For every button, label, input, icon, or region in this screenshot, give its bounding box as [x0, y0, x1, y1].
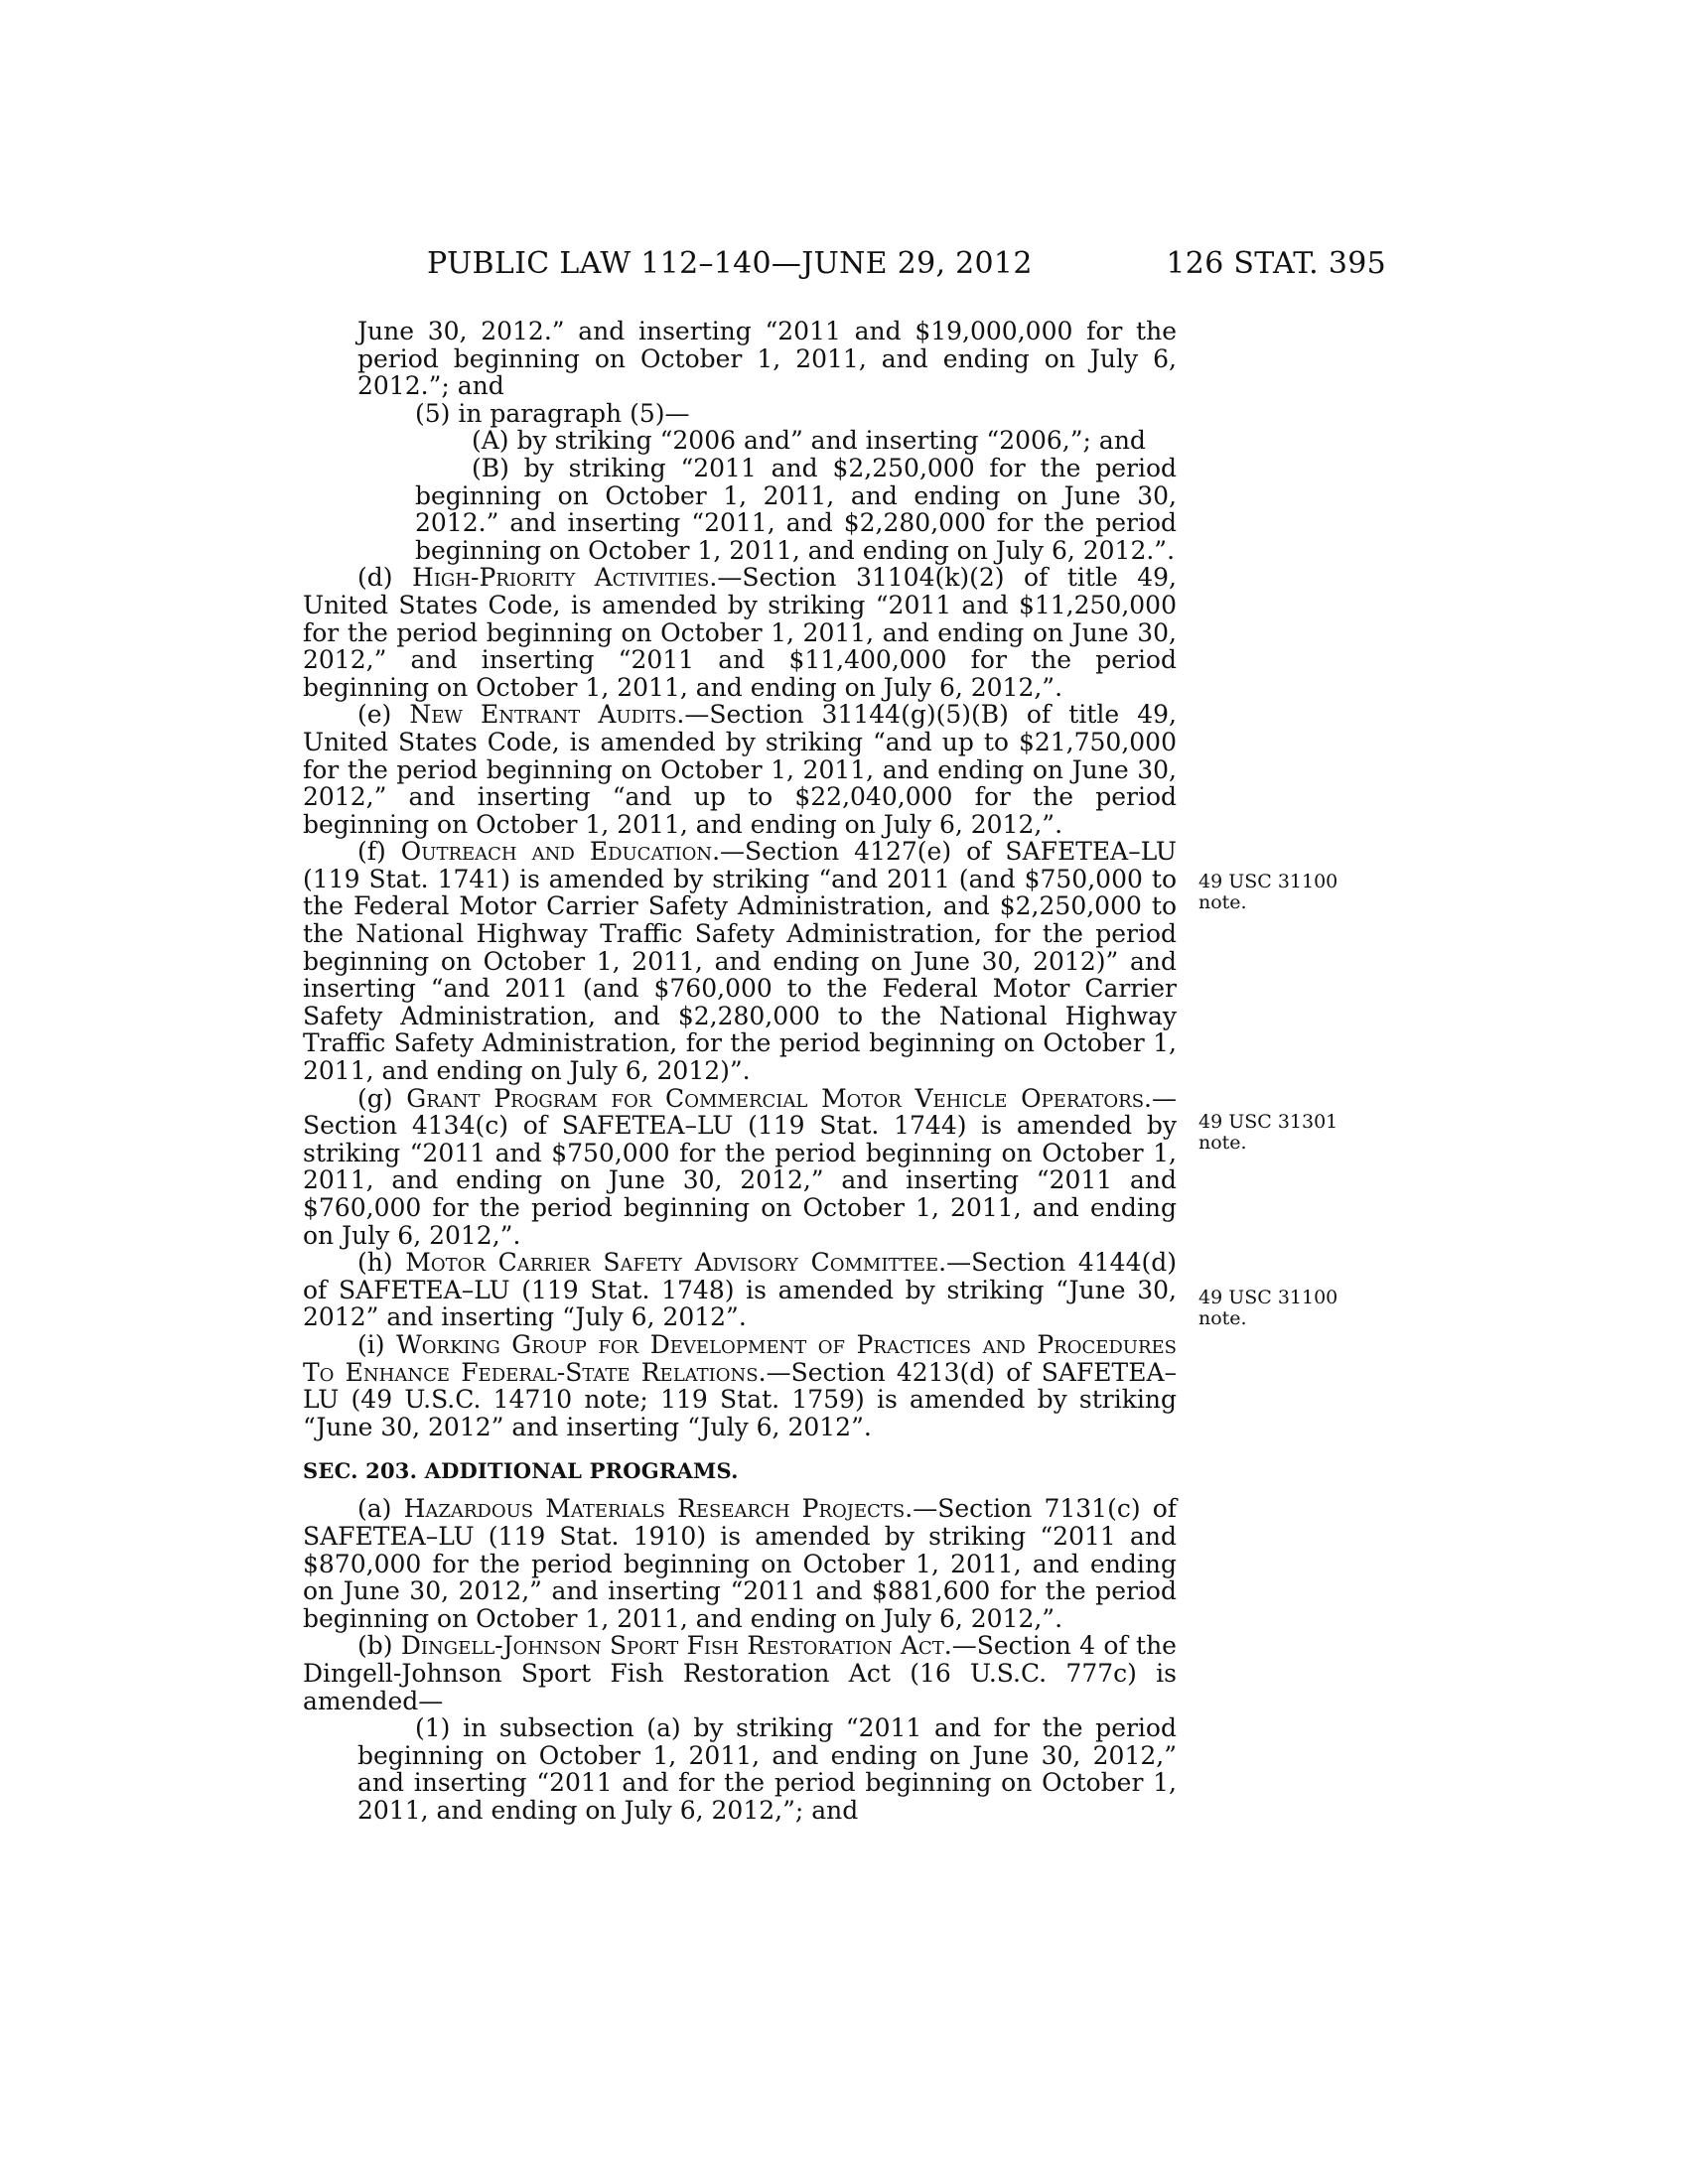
section-heading: SEC. 203. ADDITIONAL PROGRAMS.	[303, 1458, 739, 1484]
paragraph-1: (1) in subsection (a) by striking “2011 and for the period beginning on October 1, 2011, and ending on June 30, 2012,” and inserting “2011 and for the period beginning on October 1, 2011, and ending on July 6, 2012,”; and	[357, 1713, 1177, 1825]
paragraph-5: (5) in paragraph (5)—	[415, 398, 690, 428]
subsection-d-heading: High-Priority Activities.	[412, 563, 718, 593]
subsection-g-heading: Grant Program for Commercial Motor Vehicle Operators.	[406, 1083, 1153, 1113]
subsection-e-text: —Section 31144(g)(5)(B) of title 49, United States Code, is amended by striking “and up to $21,750,000 for the period beginning on October 1, 2011, and ending on June 30, 2012,” and inserting “and up to $22,040,000 for the period beginning on October 1, 2011, and ending on July 6, 2012,”.	[303, 700, 1177, 839]
subparagraph-b: (B) by striking “2011 and $2,250,000 for the period beginning on October 1, 2011, and ending on June 30, 2012.” and inserting “2011, and $2,280,000 for the period beginning on October 1, 2011, and ending on July 6, 2012.”.	[415, 453, 1177, 565]
subsection-e-label: (e)	[357, 700, 392, 730]
statute-page-number: 126 STAT. 395	[1166, 246, 1386, 281]
document-body	[303, 318, 1177, 1824]
margin-note-1	[1198, 872, 1337, 913]
margin-note-3	[1198, 1288, 1337, 1329]
running-title: PUBLIC LAW 112–140—JUNE 29, 2012	[427, 246, 1033, 281]
subsection-h	[303, 1249, 1177, 1331]
subsection-h-text: —Section 4144(d) of SAFETEA–LU (119 Stat. 1748) is amended by striking “June 30, 2012” and inserting “July 6, 2012”.	[303, 1248, 1177, 1332]
subsection-b-label: (b)	[357, 1631, 393, 1661]
subsection-g	[303, 1085, 1177, 1250]
margin-note-1-suffix: note.	[1198, 891, 1247, 913]
subsection-f	[303, 838, 1177, 1084]
margin-note-2-suffix: note.	[1198, 1132, 1247, 1154]
subsection-i-label: (i)	[357, 1329, 385, 1359]
subsection-d-label: (d)	[357, 563, 393, 593]
subsection-g-label: (g)	[357, 1083, 393, 1113]
subsection-b-heading: Dingell-Johnson Sport Fish Restoration Act.	[400, 1631, 952, 1661]
subsection-i-text: —Section 4213(d) of SAFETEA–LU (49 U.S.C. 14710 note; 119 Stat. 1759) is amended by striking “June 30, 2012” and inserting “July 6, 2012”.	[303, 1357, 1177, 1441]
page-header	[427, 246, 1386, 286]
subsection-a-text: —Section 7131(c) of SAFETEA–LU (119 Stat. 1910) is amended by striking “2011 and $870,000 for the period beginning on October 1, 2011, and ending on June 30, 2012,” and inserting “2011 and $881,600 for the period beginning on October 1, 2011, and ending on July 6, 2012,”.	[303, 1494, 1178, 1633]
margin-note-2	[1198, 1112, 1337, 1154]
margin-note-3-suffix: note.	[1198, 1307, 1247, 1329]
paragraph-continuation: June 30, 2012.” and inserting “2011 and $19,000,000 for the period beginning on October 1, 2011, and ending on July 6, 2012.”; and	[357, 317, 1177, 401]
subsection-e	[303, 701, 1177, 838]
subsection-f-text: —Section 4127(e) of SAFETEA–LU (119 Stat. 1741) is amended by striking “and 2011 (and $750,000 to the Federal Motor Carrier Safety Administration, and $2,250,000 to the National Highway Traffic Safety Administration, for the period beginning on October 1, 2011, and ending on June 30, 2012)” and inserting “and 2011 (and $760,000 to the Federal Motor Carrier Safety Administration, and $2,280,000 to the National Highway Traffic Safety Administration, for the period beginning on October 1, 2011, and ending on July 6, 2012)”.	[303, 837, 1177, 1086]
subsection-e-heading: New Entrant Audits.	[409, 700, 685, 730]
subsection-d	[303, 564, 1177, 701]
subsection-f-label: (f)	[357, 837, 386, 867]
subsection-b-text: —Section 4 of the Dingell-Johnson Sport Fish Restoration Act (16 U.S.C. 777c) is amended—	[303, 1631, 1177, 1715]
margin-note-3-citation: 49 USC 31100	[1198, 1287, 1338, 1308]
subsection-g-text: —Section 4134(c) of SAFETEA–LU (119 Stat. 1744) is amended by striking “2011 and $750,000 for the period beginning on October 1, 2011, and ending on June 30, 2012,” and inserting “2011 and $760,000 for the period beginning on October 1, 2011, and ending on July 6, 2012,”.	[303, 1083, 1178, 1250]
margin-note-1-citation: 49 USC 31100	[1198, 871, 1338, 892]
subsection-a	[303, 1495, 1177, 1632]
subsection-i	[303, 1331, 1177, 1440]
subsection-f-heading: Outreach and Education.	[400, 837, 721, 867]
subsection-h-heading: Motor Carrier Safety Advisory Committee.	[405, 1248, 947, 1278]
subsection-i-heading: Working Group for Development of Practices and Procedures To Enhance Federal-State Relations.	[303, 1329, 1177, 1387]
subsection-a-label: (a)	[357, 1494, 392, 1524]
subsection-a-heading: Hazardous Materials Research Projects.	[403, 1494, 914, 1524]
margin-note-2-citation: 49 USC 31301	[1198, 1111, 1338, 1133]
subparagraph-a: (A) by striking “2006 and” and inserting “2006,”; and	[472, 426, 1146, 456]
subsection-d-text: —Section 31104(k)(2) of title 49, United States Code, is amended by striking “2011 and $11,250,000 for the period beginning on October 1, 2011, and ending on June 30, 2012,” and inserting “2011 and $11,400,000 for the period beginning on October 1, 2011, and ending on July 6, 2012,”.	[303, 563, 1177, 702]
subsection-h-label: (h)	[357, 1248, 393, 1278]
subsection-b	[303, 1632, 1177, 1714]
